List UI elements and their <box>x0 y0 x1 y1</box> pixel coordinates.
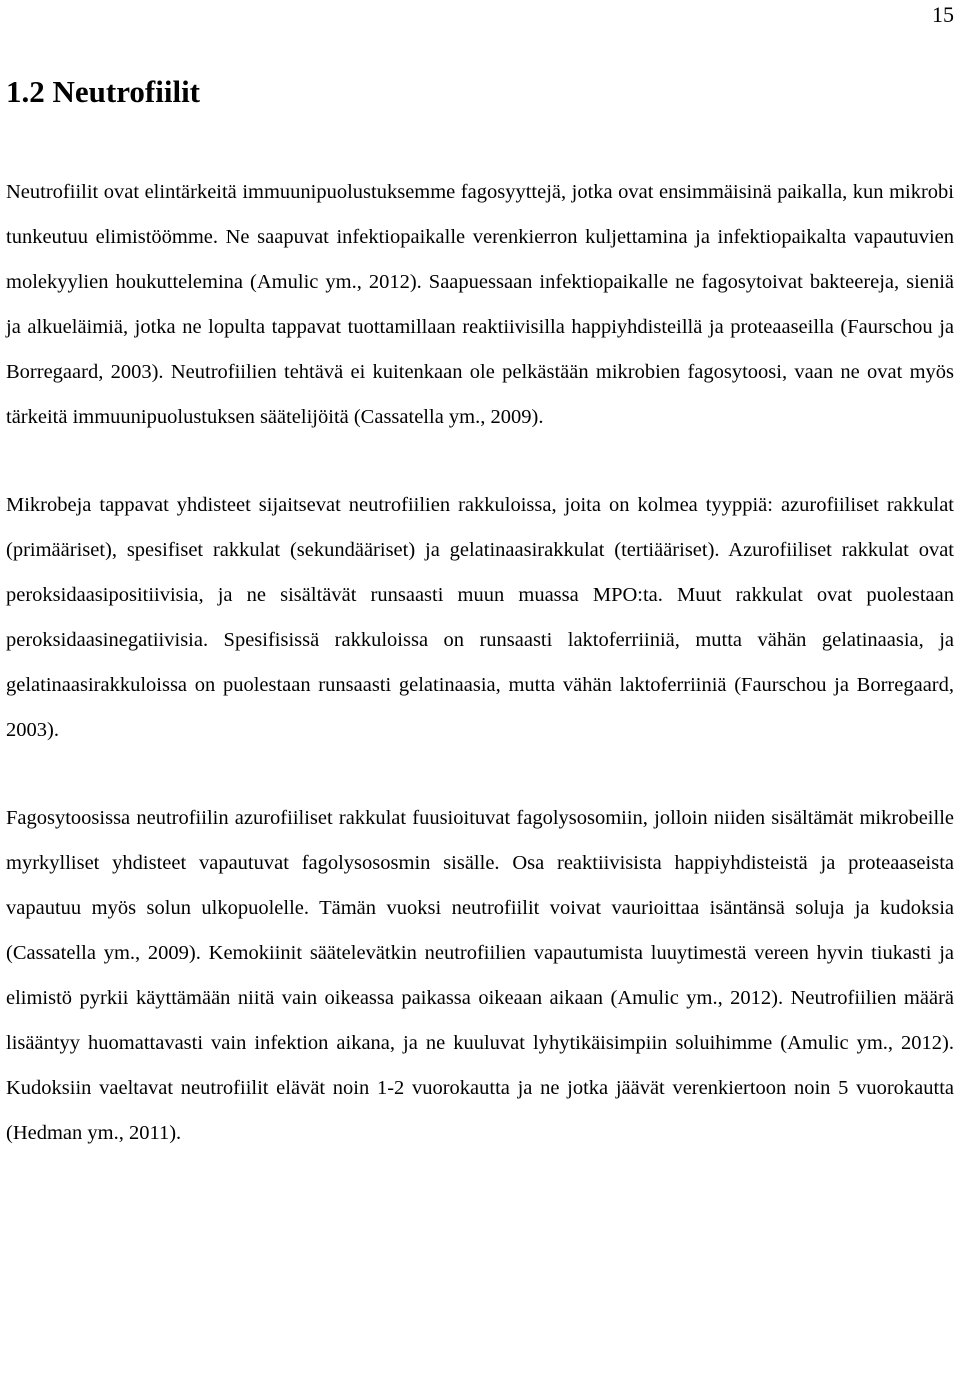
body-text <box>6 170 954 1199</box>
section-heading: 1.2 Neutrofiilit <box>6 74 201 109</box>
paragraph-phagocytosis: Fagosytoosissa neutrofiilin azurofiiliset rakkulat fuusioituvat fagolysosomiin, jolloin niiden sisältämät mikrobeille myrkylliset yhdisteet vapautuvat fagolysososmin sisälle. Osa reaktiivisista happiyhdisteistä ja proteaaseista vapautuu myös solun ulkopuolelle. Tämän vuoksi neutrofiilit voivat vaurioittaa isäntänsä soluja ja kudoksia (Cassatella ym., 2009). Kemokiinit säätelevätkin neutrofiilien vapautumista luuytimestä vereen hyvin tiukasti ja elimistö pyrkii käyttämään niitä vain oikeassa paikassa oikeaan aikaan (Amulic ym., 2012). Neutrofiilien määrä lisääntyy huomattavasti vain infektion aikana, ja ne kuuluvat lyhytikäisimpiin soluihimme (Amulic ym., 2012). Kudoksiin vaeltavat neutrofiilit elävät noin 1-2 vuorokautta ja ne jotka jäävät verenkiertoon noin 5 vuorokautta (Hedman ym., 2011). <box>6 807 954 1144</box>
paragraph-neutrophil-overview: Neutrofiilit ovat elintärkeitä immuunipuolustuksemme fagosyyttejä, jotka ovat ensimmäisinä paikalla, kun mikrobi tunkeutuu elimistöömme. Ne saapuvat infektiopaikalle verenkierron kuljettamina ja infektiopaikalta vapautuvien molekyylien houkuttelemina (Amulic ym., 2012). Saapuessaan infektiopaikalle ne fagosytoivat bakteereja, sieniä ja alkueläimiä, jotka ne lopulta tappavat tuottamillaan reaktiivisilla happiyhdisteillä ja proteaaseilla (Faurschou ja Borregaard, 2003). Neutrofiilien tehtävä ei kuitenkaan ole pelkästään mikrobien fagosytoosi, vaan ne ovat myös tärkeitä immuunipuolustuksen säätelijöitä (Cassatella ym., 2009). <box>6 181 954 428</box>
page-number: 15 <box>932 2 954 27</box>
paragraph-granule-types: Mikrobeja tappavat yhdisteet sijaitsevat neutrofiilien rakkuloissa, joita on kolmea tyyppiä: azurofiiliset rakkulat (primääriset), spesifiset rakkulat (sekundääriset) ja gelatinaasirakkulat (tertiääriset). Azurofiiliset rakkulat ovat peroksidaasipositiivisia, ja ne sisältävät runsaasti muun muassa MPO:ta. Muut rakkulat ovat puolestaan peroksidaasinegatiivisia. Spesifisissä rakkuloissa on runsaasti laktoferriiniä, mutta vähän gelatinaasia, ja gelatinaasirakkuloissa on puolestaan runsaasti gelatinaasia, mutta vähän laktoferriiniä (Faurschou ja Borregaard, 2003). <box>6 494 954 741</box>
